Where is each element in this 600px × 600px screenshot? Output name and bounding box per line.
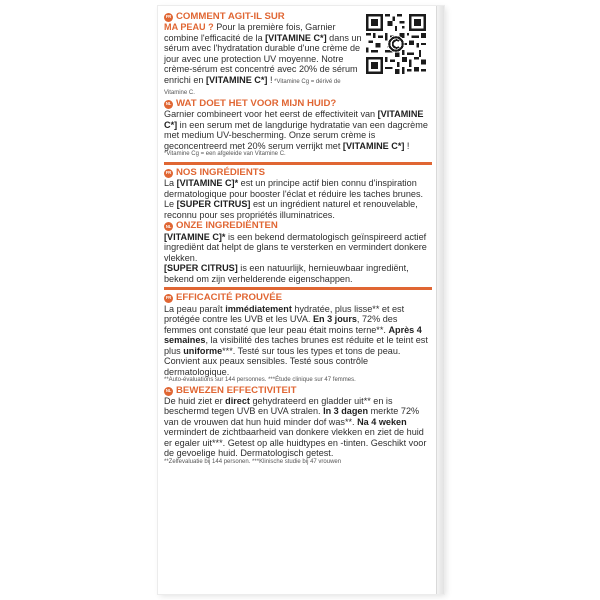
- product-leaflet: [158, 6, 444, 594]
- text-run: is een natuurlijk, hernieuwbaar ingrediënt, bekend om zijn verhelderende eigenschappen.: [164, 263, 409, 284]
- vitamin-c-label: [VITAMINE C*]: [205, 74, 268, 85]
- text-run: hydratée, plus lisse** et est protégée contre les UVB et les UVA.: [164, 303, 405, 325]
- text-run: Garnier combineert voor het eerst de effectiviteit van: [164, 109, 378, 120]
- text-run: La: [164, 178, 177, 189]
- heading-fr-ingredients: [164, 168, 432, 178]
- super-citrus-label: [SUPER CITRUS]: [176, 199, 251, 210]
- fr-flag-icon: FR: [164, 294, 173, 303]
- heading-text: [176, 12, 285, 22]
- text-run: est un principe actif bien connu d'inspiration dermatologique pour booster l'éclat et réduire les taches brunes. Le: [164, 178, 424, 210]
- nl-flag-icon: NL: [164, 222, 173, 231]
- heading-fr-how-it-works: [164, 12, 362, 22]
- bold-run: In 3 dagen: [323, 406, 369, 417]
- text-run: , 72% des femmes ont constaté que leur peau était moins terne**.: [164, 314, 398, 335]
- qr-code-icon: [366, 14, 426, 74]
- text-run: , la visibilité des taches brunes est réduite et le teint est plus: [164, 335, 428, 356]
- footnote-fr-efficacy: **Auto-évaluations sur 144 personnes. ***Étude clinique sur 47 femmes.: [164, 377, 356, 384]
- vitamin-c-label: [VITAMINE C*]: [164, 109, 424, 130]
- vitamin-c-label: [VITAMINE C*]: [265, 32, 327, 43]
- paragraph-fr-ingredients: [164, 178, 432, 220]
- bold-run: immédiatement: [225, 303, 292, 314]
- text-run: !: [267, 74, 273, 85]
- bold-run: uniforme: [183, 345, 223, 356]
- leaflet-content: [164, 12, 432, 466]
- text-run: vermindert de zichtbaarheid van donkere vlekken en ziet de huid er egaler uit***. Getest op alle huidtypes en -tinten. Geschikt voor de gevoelige huid. Dermatologisch getest.: [164, 427, 427, 459]
- paragraph-nl-ingredients-2: [164, 263, 432, 284]
- heading-text: EFFICACITÉ PROUVÉE: [176, 292, 283, 304]
- text-run: gehydrateerd en gladder uit** en is beschermd tegen UVB en UVA stralen.: [164, 395, 393, 417]
- intro-text: [164, 12, 362, 98]
- section-divider: [164, 287, 432, 290]
- super-citrus-label: [SUPER CITRUS]: [164, 263, 238, 274]
- text-run: ***. Testé sur tous les types et tons de peau. Convient aux peaux sensibles. Testé sous contrôle dermatologique.: [164, 345, 401, 377]
- heading-line-2: MA PEAU ?: [164, 22, 214, 33]
- bold-run: Après 4 semaines: [164, 324, 422, 346]
- text-run: De huid ziet er: [164, 395, 226, 406]
- paragraph-nl-ingredients-1: [164, 232, 432, 264]
- section-ingredients: [164, 168, 432, 284]
- text-run: dans un sérum avec l'hydratation durable d'une crème de jour avec une protection UV moyenne. Notre crème-sérum est concentré avec 20% de sérum enrichi en: [164, 32, 362, 85]
- heading-nl-efficacy: [164, 386, 432, 396]
- fr-flag-icon: FR: [164, 13, 173, 22]
- heading-text: NOS INGRÉDIENTS: [176, 166, 266, 178]
- vitamin-c-label: [VITAMINE C]*: [164, 231, 226, 242]
- fr-flag-icon: FR: [164, 169, 173, 178]
- intro-row: [164, 12, 432, 98]
- paragraph-fr-efficacy: [164, 304, 432, 378]
- paragraph-nl-efficacy: [164, 396, 432, 459]
- heading-nl-how-it-works: [164, 99, 432, 109]
- bold-run: direct: [225, 395, 250, 406]
- heading-nl-ingredients: [164, 221, 432, 231]
- vitamin-c-label: [VITAMINE C*]: [342, 140, 405, 151]
- nl-flag-icon: NL: [164, 100, 173, 109]
- footnote-fr-vitamin: *Vitamine Cg = dérivé de Vitamine C.: [164, 78, 341, 97]
- text-run: is een bekend dermatologisch geïnspireerd actief ingrediënt dat helpt de glans te versterken en vermindert donkere vlekken.: [164, 231, 427, 263]
- section-proven-efficacy: [164, 293, 432, 466]
- text-run: Pour la première fois, Garnier combine l'efficacité de la: [164, 22, 336, 43]
- paragraph-fr-how-it-works: [164, 22, 362, 98]
- paragraph-nl-how-it-works: [164, 109, 432, 151]
- heading-fr-efficacy: [164, 293, 432, 303]
- text-run: !: [404, 140, 410, 151]
- footnote-nl-efficacy: **Zelfevaluatie bij 144 personen. ***Klinische studie bij 47 vrouwen: [164, 458, 342, 465]
- heading-text: WAT DOET HET VOOR MIJN HUID?: [176, 97, 337, 109]
- section-divider: [164, 162, 432, 165]
- text-run: in een serum met de langdurige hydratatie van een dagcrème met medium UV-bescherming. Onze serum crème is geconcentreerd met 20% serum verrijkt met: [164, 119, 428, 151]
- nl-flag-icon: NL: [164, 387, 173, 396]
- bold-run: En 3 jours: [312, 314, 357, 325]
- text-run: merkte 72% van de vrouwen dat hun huid minder dof was**.: [164, 406, 420, 427]
- heading-line-1: COMMENT AGIT-IL SUR: [176, 11, 285, 22]
- heading-text: ONZE INGREDIËNTEN: [176, 220, 278, 232]
- box-edge: [436, 6, 444, 594]
- section-how-it-works: [164, 12, 432, 159]
- vitamin-c-label: [VITAMINE C]*: [176, 178, 239, 189]
- text-run: La peau paraît: [164, 303, 226, 314]
- heading-text: BEWEZEN EFFECTIVITEIT: [176, 384, 297, 396]
- footnote-nl-vitamin: *Vitamine Cg = een afgeleide van Vitamine C.: [164, 151, 286, 158]
- bold-run: Na 4 weken: [357, 416, 407, 427]
- text-run: est un ingrédient naturel et renouvelable, reconnu pour ses propriétés illuminatrices.: [164, 199, 418, 220]
